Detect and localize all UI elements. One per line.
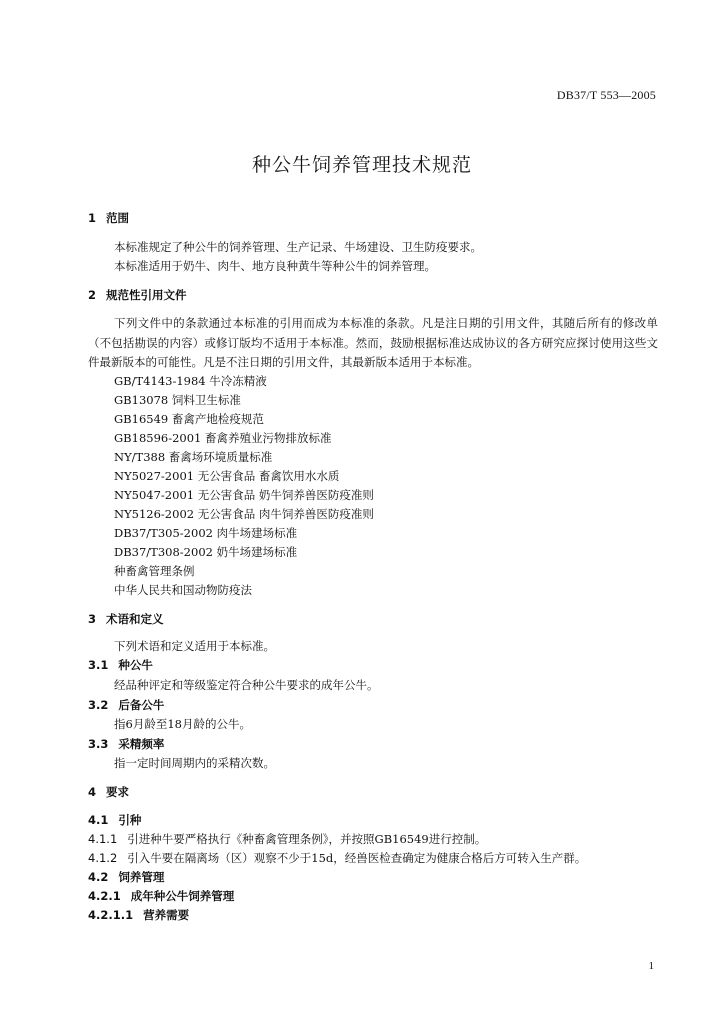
document-title: 种公牛饲养管理技术规范 (251, 154, 472, 176)
clause-title: 成年种公牛饲养管理 (130, 889, 235, 903)
term-title: 后备公牛 (118, 698, 165, 712)
term-number: 3.3 (88, 737, 109, 751)
term-title: 种公牛 (118, 658, 153, 672)
reference-item: GB18596-2001 畜禽养殖业污物排放标准 (114, 431, 332, 445)
section-4-heading (88, 784, 129, 800)
terms-intro: 下列术语和定义适用于本标准。 (114, 639, 275, 653)
reference-item: NY5126-2002 无公害食品 肉牛饲养兽医防疫准则 (114, 507, 374, 521)
clause-number: 4.1 (88, 813, 109, 827)
section-title: 规范性引用文件 (106, 288, 187, 302)
section-2-heading (88, 287, 187, 303)
clause-text: 引进种牛要严格执行《种畜禽管理条例》，并按照GB16549进行控制。 (127, 832, 487, 846)
term-title: 采精频率 (118, 737, 165, 751)
term-number: 3.1 (88, 658, 109, 672)
section-1-heading (88, 210, 129, 226)
term-3-2-heading (88, 697, 164, 713)
term-number: 3.2 (88, 698, 109, 712)
section-number: 3 (88, 612, 97, 626)
section-3-heading (88, 611, 164, 627)
section-title: 要求 (106, 785, 130, 799)
section-number: 4 (88, 785, 97, 799)
clause-title: 营养需要 (143, 908, 190, 922)
reference-item: GB/T4143-1984 牛冷冻精液 (114, 374, 267, 388)
clause-number: 4.2.1 (88, 889, 121, 903)
reference-item: NY/T388 畜禽场环境质量标准 (114, 450, 273, 464)
reference-item: DB37/T305-2002 肉牛场建场标准 (114, 526, 298, 540)
scope-paragraph-2: 本标准适用于奶牛、肉牛、地方良种黄牛等种公牛的饲养管理。 (114, 259, 436, 273)
term-definition: 指6月龄至18月龄的公牛。 (114, 717, 251, 731)
page-number: 1 (648, 960, 654, 972)
scope-paragraph-1: 本标准规定了种公牛的饲养管理、生产记录、牛场建设、卫生防疫要求。 (114, 240, 482, 254)
references-intro: 下列文件中的条款通过本标准的引用而成为本标准的条款。凡是注日期的引用文件，其随后所有的修改单（不包括勘误的内容）或修订版均不适用于本标准。然而，鼓励根据标准达成协议的各方研究应探讨使用这些文件最新版本的可能性。凡是不注日期的引用文件，其最新版本适用于本标准。 (88, 316, 658, 369)
term-3-3-heading (88, 736, 164, 752)
reference-item: 中华人民共和国动物防疫法 (114, 583, 252, 597)
clause-number: 4.2 (88, 870, 109, 884)
clause-4-1-2 (88, 850, 586, 866)
reference-item: NY5047-2001 无公害食品 奶牛饲养兽医防疫准则 (114, 488, 374, 502)
clause-4-1-1 (88, 831, 486, 847)
section-title: 范围 (106, 211, 130, 225)
reference-item: GB13078 饲料卫生标准 (114, 393, 241, 407)
clause-title: 引种 (118, 813, 142, 827)
clause-number: 4.1.2 (88, 851, 118, 865)
clause-title: 饲养管理 (118, 870, 165, 884)
clause-4-2-1-heading (88, 888, 234, 904)
section-title: 术语和定义 (106, 612, 164, 626)
term-definition: 经品种评定和等级鉴定符合种公牛要求的成年公牛。 (114, 678, 379, 692)
clause-4-2-heading (88, 869, 164, 885)
clause-number: 4.1.1 (88, 832, 118, 846)
section-number: 2 (88, 288, 97, 302)
reference-item: GB16549 畜禽产地检疫规范 (114, 412, 264, 426)
standard-code: DB37/T 553—2005 (556, 88, 656, 102)
clause-4-2-1-1-heading (88, 907, 189, 923)
clause-text: 引入牛要在隔离场（区）观察不少于15d，经兽医检查确定为健康合格后方可转入生产群。 (127, 851, 587, 865)
reference-item: NY5027-2001 无公害食品 畜禽饮用水水质 (114, 469, 340, 483)
clause-number: 4.2.1.1 (88, 908, 134, 922)
term-3-1-heading (88, 657, 153, 673)
reference-item: 种畜禽管理条例 (114, 564, 195, 578)
clause-4-1-heading (88, 812, 141, 828)
term-definition: 指一定时间周期内的采精次数。 (114, 756, 275, 770)
section-number: 1 (88, 211, 97, 225)
reference-item: DB37/T308-2002 奶牛场建场标准 (114, 545, 298, 559)
